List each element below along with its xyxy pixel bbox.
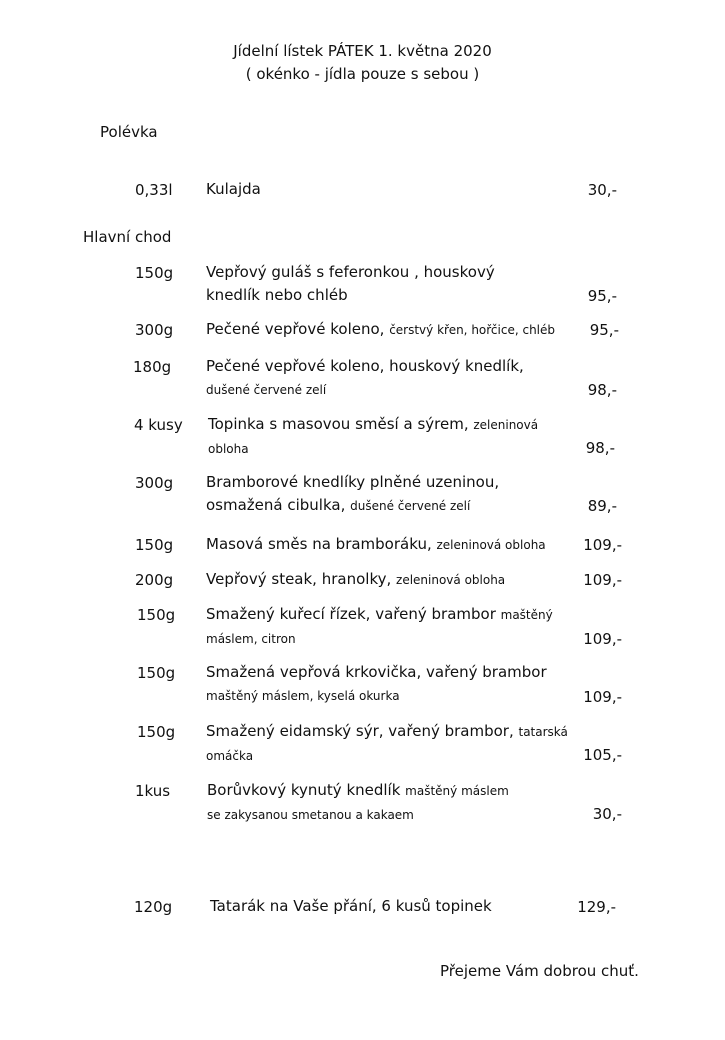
item-qty: 150g <box>137 723 176 741</box>
item-line2-note: omáčka <box>206 749 254 763</box>
item-line1: Pečené vepřové koleno, houskový knedlík, <box>206 357 524 375</box>
item-line2-note: maštěný máslem, kyselá okurka <box>206 689 400 703</box>
item-qty: 180g <box>133 358 172 376</box>
item-price: 105,- <box>583 746 622 764</box>
item-price: 109,- <box>583 536 622 554</box>
item-name <box>208 413 538 461</box>
item-qty: 200g <box>135 571 174 589</box>
item-line1-note: maštěný <box>500 608 553 622</box>
item-qty: 0,33l <box>135 181 173 199</box>
item-line1: Smažený kuřecí řízek, vařený brambor <box>206 605 501 623</box>
item-qty: 300g <box>135 474 174 492</box>
item-qty: 1kus <box>135 782 171 800</box>
item-name <box>206 261 495 307</box>
item-line1: Masová směs na bramboráku, <box>206 535 437 553</box>
item-price: 30,- <box>592 805 622 823</box>
item-name <box>206 720 568 768</box>
item-line1-note: tatarská <box>518 725 568 739</box>
item-price: 98,- <box>585 439 615 457</box>
item-name: Tatarák na Vaše přání, 6 kusů topinek <box>210 897 492 915</box>
item-price: 109,- <box>583 688 622 706</box>
item-line1-note: čerstvý křen, hořčice, chléb <box>389 323 556 337</box>
item-qty: 150g <box>137 606 176 624</box>
item-price: 109,- <box>583 571 622 589</box>
menu-subtitle: ( okénko - jídla pouze s sebou ) <box>245 65 480 83</box>
item-line1: Smažený eidamský sýr, vařený brambor, <box>206 722 519 740</box>
item-line1-note: zeleninová obloha <box>396 573 506 587</box>
item-line1: Pečené vepřové koleno, <box>206 320 390 338</box>
item-name <box>206 318 555 342</box>
item-line1: Borůvkový kynutý knedlík <box>207 781 406 799</box>
item-line2-note: dušené červené zelí <box>350 499 471 513</box>
item-line2-note: obloha <box>208 442 249 456</box>
item-line1-note: maštěný máslem <box>405 784 509 798</box>
item-name <box>206 355 524 402</box>
item-price: 109,- <box>583 630 622 648</box>
item-qty: 150g <box>135 264 174 282</box>
item-name <box>206 533 546 557</box>
item-price: 129,- <box>577 898 616 916</box>
item-price: 98,- <box>587 381 617 399</box>
section-soup-title: Polévka <box>100 123 158 141</box>
item-name <box>206 471 499 518</box>
item-name <box>206 661 547 708</box>
item-line2-note: se zakysanou smetanou a kakaem <box>207 808 414 822</box>
item-line1: Vepřový steak, hranolky, <box>206 570 397 588</box>
item-qty: 300g <box>135 321 174 339</box>
item-line1: Vepřový guláš s feferonkou , houskový <box>206 263 495 281</box>
item-line2: osmažená cibulka, <box>206 496 351 514</box>
menu-title: Jídelní lístek PÁTEK 1. května 2020 <box>233 42 492 60</box>
item-qty: 150g <box>135 536 174 554</box>
item-line1: Smažená vepřová krkovička, vařený brambor <box>206 663 547 681</box>
item-line1: Topinka s masovou směsí a sýrem, <box>208 415 474 433</box>
item-price: 95,- <box>587 287 617 305</box>
item-name <box>206 568 505 592</box>
section-main-title: Hlavní chod <box>83 228 172 246</box>
item-qty: 120g <box>134 898 173 916</box>
item-line2-note: dušené červené zelí <box>206 383 327 397</box>
item-price: 30,- <box>587 181 617 199</box>
item-line1-note: zeleninová <box>473 418 539 432</box>
item-qty: 150g <box>137 664 176 682</box>
footer-wish: Přejeme Vám dobrou chuť. <box>440 962 639 980</box>
item-name <box>207 779 509 827</box>
item-line1: Bramborové knedlíky plněné uzeninou, <box>206 473 500 491</box>
item-line1-note: zeleninová obloha <box>436 538 546 552</box>
item-line2-note: máslem, citron <box>206 632 296 646</box>
item-name: Kulajda <box>206 180 261 198</box>
item-name <box>206 603 553 651</box>
item-qty: 4 kusy <box>134 416 183 434</box>
item-price: 95,- <box>589 321 619 339</box>
item-line2: knedlík nebo chléb <box>206 286 348 304</box>
item-price: 89,- <box>587 497 617 515</box>
